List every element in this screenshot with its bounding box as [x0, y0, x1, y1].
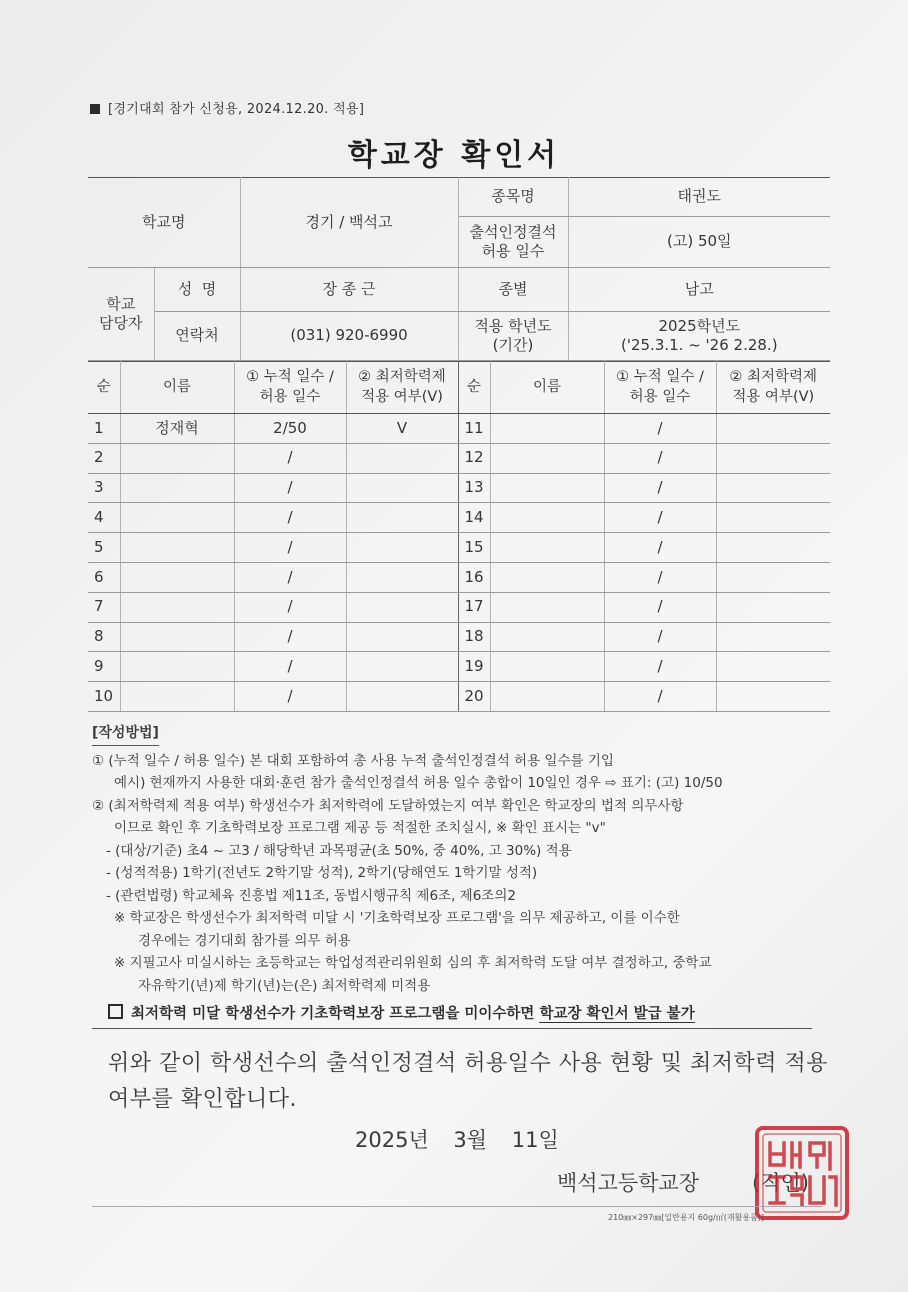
cell-days: /	[234, 503, 346, 533]
cell-min	[346, 652, 458, 682]
confirmation-statement: 위와 같이 학생선수의 출석인정결석 허용일수 사용 현황 및 최저학력 적용 여부를 확인합니다.	[108, 1051, 829, 1112]
note-line: ① (누적 일수 / 허용 일수) 본 대회 포함하여 총 사용 누적 출석인정결석 허용 일수를 기입	[92, 752, 614, 769]
cell-days: /	[604, 562, 716, 592]
cell-days: /	[604, 533, 716, 563]
note-line: - (관련법령) 학교체육 진흥법 제11조, 동법시행규칙 제6조, 제6조의2	[106, 887, 516, 904]
cell-no: 17	[458, 592, 490, 622]
square-bullet-icon	[90, 104, 100, 114]
seal-label: (직인)	[752, 1171, 809, 1195]
table-row	[88, 473, 830, 503]
header-min: ② 최저학력제 적용 여부(V)	[716, 362, 830, 414]
warning-emphasis: 학교장 확인서 발급 불가	[539, 1006, 695, 1022]
cell-no: 8	[88, 622, 120, 652]
cell-name	[490, 682, 604, 712]
cell-days: /	[604, 592, 716, 622]
cell-min	[716, 592, 830, 622]
cell-days: /	[604, 652, 716, 682]
header-name: 이름	[120, 362, 234, 414]
note-line: ※ 지필고사 미실시하는 초등학교는 학업성적관리위원회 심의 후 최저학력 도달 여부 결정하고, 중학교	[114, 955, 712, 971]
cell-min	[716, 682, 830, 712]
cell-days: /	[234, 592, 346, 622]
header-no: 순	[88, 362, 120, 414]
cell-days: 2/50	[234, 414, 346, 444]
cell-name	[120, 503, 234, 533]
table-row	[88, 533, 830, 563]
allow-label: 출석인정결석 허용 일수	[458, 217, 568, 268]
cell-min	[716, 533, 830, 563]
cell-name	[490, 562, 604, 592]
cell-min	[346, 562, 458, 592]
cell-no: 5	[88, 533, 120, 563]
cell-no: 11	[458, 414, 490, 444]
cell-days: /	[234, 533, 346, 563]
cell-name	[490, 652, 604, 682]
school-signature: 백석고등학교장	[557, 1171, 700, 1195]
phone-label: 연락처	[154, 312, 240, 361]
cell-days: /	[604, 443, 716, 473]
cell-no: 2	[88, 443, 120, 473]
cell-min	[346, 592, 458, 622]
note-line: ② (최저학력제 적용 여부) 학생선수가 최저학력에 도달하였는지 여부 확인은 학교장의 법적 의무사항	[92, 797, 684, 814]
allow-value: (고) 50일	[568, 217, 830, 268]
contact-label: 학교 담당자	[88, 268, 154, 361]
cell-min	[346, 503, 458, 533]
name-label: 성 명	[154, 268, 240, 312]
school-label: 학교명	[88, 178, 240, 268]
note-line: 이므로 확인 후 기초학력보장 프로그램 제공 등 적절한 조치실시, ※ 확인 표시는 "v"	[114, 820, 606, 836]
bottom-rule	[92, 1206, 822, 1207]
sport-value: 태권도	[568, 178, 830, 217]
cell-days: /	[604, 503, 716, 533]
table-row	[88, 562, 830, 592]
cell-no: 4	[88, 503, 120, 533]
table-row	[88, 592, 830, 622]
cell-name: 정재혁	[120, 414, 234, 444]
info-table	[88, 177, 830, 361]
cell-name	[120, 562, 234, 592]
note-line: - (성적적용) 1학기(전년도 2학기말 성적), 2학기(당해연도 1학기말 성적)	[106, 865, 538, 881]
name-value: 장 종 근	[240, 268, 458, 312]
header-note-text: [경기대회 참가 신청용, 2024.12.20. 적용]	[108, 102, 365, 117]
cell-name	[120, 473, 234, 503]
cell-days: /	[234, 443, 346, 473]
cell-name	[120, 652, 234, 682]
cell-name	[490, 592, 604, 622]
page-title: 학교장 확인서	[347, 138, 561, 173]
cell-days: /	[604, 473, 716, 503]
table-row	[88, 503, 830, 533]
year-label: 적용 학년도 (기간)	[458, 312, 568, 361]
paper-spec-footnote: 210㎜×297㎜[일반용지 60g/㎡(재활용품)]	[608, 1213, 765, 1222]
cell-no: 6	[88, 562, 120, 592]
table-row	[88, 652, 830, 682]
cell-days: /	[234, 562, 346, 592]
cell-min	[716, 503, 830, 533]
cell-no: 18	[458, 622, 490, 652]
cell-no: 15	[458, 533, 490, 563]
cell-no: 14	[458, 503, 490, 533]
header-min: ② 최저학력제 적용 여부(V)	[346, 362, 458, 414]
cell-days: /	[604, 682, 716, 712]
sport-label: 종목명	[458, 178, 568, 217]
instructions-heading: [작성방법]	[92, 722, 159, 746]
phone-value: (031) 920-6990	[240, 312, 458, 361]
cell-no: 19	[458, 652, 490, 682]
cell-no: 9	[88, 652, 120, 682]
cell-min	[716, 622, 830, 652]
note-line: 예시) 현재까지 사용한 대회·훈련 참가 출석인정결석 허용 일수 총합이 10일인 경우 ⇨ 표기: (고) 10/50	[114, 775, 723, 791]
cell-no: 1	[88, 414, 120, 444]
header-no: 순	[458, 362, 490, 414]
cell-name	[490, 473, 604, 503]
cell-days: /	[234, 473, 346, 503]
cell-min	[716, 443, 830, 473]
cell-min	[346, 682, 458, 712]
cell-no: 3	[88, 473, 120, 503]
note-line: 경우에는 경기대회 참가를 의무 허용	[138, 932, 351, 949]
cell-days: /	[604, 414, 716, 444]
year-value: 2025학년도 ('25.3.1. ~ '26 2.28.)	[568, 312, 830, 361]
cell-no: 12	[458, 443, 490, 473]
header-name: 이름	[490, 362, 604, 414]
cell-name	[120, 682, 234, 712]
cell-name	[120, 443, 234, 473]
cell-name	[490, 622, 604, 652]
table-row	[88, 414, 830, 444]
cell-min	[346, 473, 458, 503]
warning-text: 최저학력 미달 학생선수가 기초학력보장 프로그램을 미이수하면	[131, 1006, 540, 1022]
cell-name	[120, 622, 234, 652]
cell-name	[490, 503, 604, 533]
cell-name	[120, 533, 234, 563]
table-row	[88, 443, 830, 473]
roster-table	[88, 361, 830, 712]
cell-days: /	[604, 622, 716, 652]
cell-no: 20	[458, 682, 490, 712]
cell-min	[716, 652, 830, 682]
note-line: - (대상/기준) 초4 ~ 고3 / 해당학년 과목평균(초 50%, 중 40%, 고 30%) 적용	[106, 842, 572, 859]
cell-name	[490, 443, 604, 473]
cell-no: 13	[458, 473, 490, 503]
header-note	[90, 98, 364, 117]
cell-name	[120, 592, 234, 622]
table-row	[88, 622, 830, 652]
instructions	[92, 722, 852, 1026]
cell-min: V	[346, 414, 458, 444]
school-value: 경기 / 백석고	[240, 178, 458, 268]
checkbox-square-icon	[108, 1004, 123, 1019]
table-row	[88, 682, 830, 712]
cell-min	[716, 414, 830, 444]
cell-min	[346, 622, 458, 652]
cell-days: /	[234, 652, 346, 682]
cell-min	[716, 562, 830, 592]
cell-no: 16	[458, 562, 490, 592]
note-line: ※ 학교장은 학생선수가 최저학력 미달 시 '기초학력보장 프로그램'을 의무 제공하고, 이를 이수한	[114, 910, 680, 926]
cell-min	[346, 443, 458, 473]
cell-name	[490, 533, 604, 563]
type-value: 남고	[568, 268, 830, 312]
issue-date: 2025년 3월 11일	[355, 1128, 559, 1152]
divider	[92, 1028, 812, 1029]
note-line: 자유학기(년)제 학기(년)는(은) 최저학력제 미적용	[138, 977, 431, 994]
cell-min	[716, 473, 830, 503]
cell-days: /	[234, 682, 346, 712]
cell-no: 7	[88, 592, 120, 622]
cell-name	[490, 414, 604, 444]
header-days: ① 누적 일수 / 허용 일수	[604, 362, 716, 414]
cell-no: 10	[88, 682, 120, 712]
cell-days: /	[234, 622, 346, 652]
type-label: 종별	[458, 268, 568, 312]
cell-min	[346, 533, 458, 563]
header-days: ① 누적 일수 / 허용 일수	[234, 362, 346, 414]
warning-line	[92, 1003, 852, 1026]
